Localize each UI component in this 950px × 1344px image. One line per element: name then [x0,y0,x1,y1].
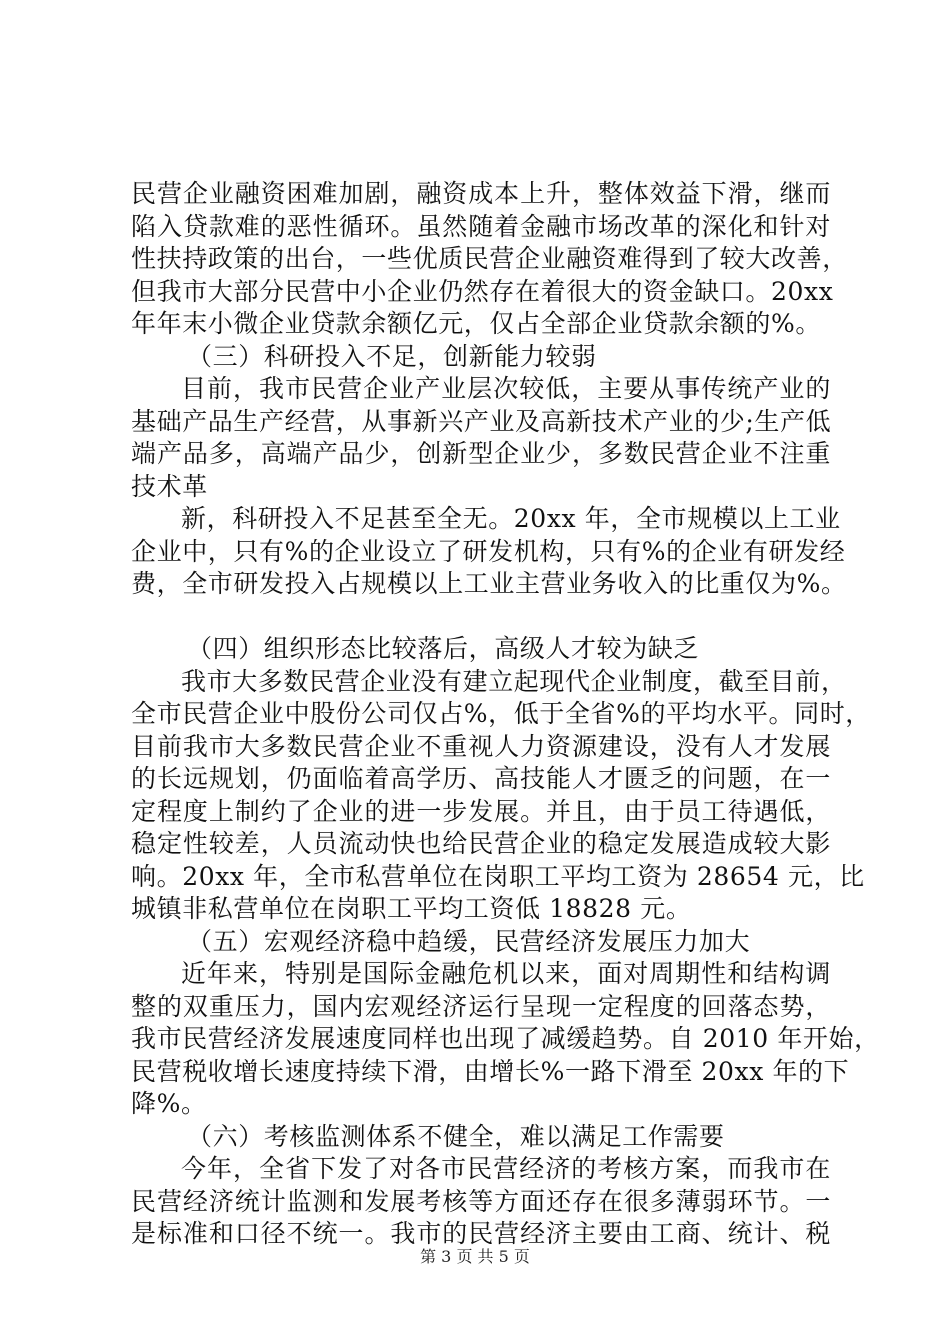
body-line: 近年来，特别是国际金融危机以来，面对周期性和结构调 [181,959,831,988]
body-line: 全市民营企业中股份公司仅占%，低于全省%的平均水平。同时， [131,699,871,728]
body-line: 新，科研投入不足甚至全无。20xx 年，全市规模以上工业 [181,504,841,533]
body-line: 目前我市大多数民营企业不重视人力资源建设，没有人才发展 [131,731,831,761]
body-line: 我市大多数民营企业没有建立起现代企业制度，截至目前， [181,666,847,696]
body-line: 性扶持政策的出台，一些优质民营企业融资难得到了较大改善， [131,244,848,273]
section-heading-6: （六）考核监测体系不健全，难以满足工作需要 [187,1121,725,1151]
body-line: 降%。 [131,1089,207,1118]
body-line: 定程度上制约了企业的进一步发展。并且，由于员工待遇低， [131,796,831,826]
body-line: 我市民营经济发展速度同样也出现了减缓趋势。自 2010 年开始， [131,1024,880,1053]
section-heading-4: （四）组织形态比较落后，高级人才较为缺乏 [187,634,700,663]
body-line: 基础产品生产经营，从事新兴产业及高新技术产业的少;生产低 [131,406,832,436]
body-line: 目前，我市民营企业产业层次较低，主要从事传统产业的 [181,374,831,403]
page-number-footer: 第 3 页 共 5 页 [420,1247,530,1266]
section-heading-3: （三）科研投入不足，创新能力较弱 [187,341,597,371]
body-line: 端产品多，高端产品少，创新型企业少，多数民营企业不注重 [131,439,831,468]
body-line: 的长远规划，仍面临着高学历、高技能人才匮乏的问题，在一 [131,764,831,793]
blank-line [131,601,831,634]
body-line: 整的双重压力，国内宏观经济运行呈现一定程度的回落态势， [131,991,831,1021]
body-line: 技术革 [131,471,208,501]
document-body [131,178,880,1251]
body-line: 但我市大部分民营中小企业仍然存在着很大的资金缺口。20xx [131,276,834,306]
body-line: 陷入贷款难的恶性循环。虽然随着金融市场改革的深化和针对 [131,211,831,241]
section-heading-5: （五）宏观经济稳中趋缓，民营经济发展压力加大 [187,926,751,956]
body-line: 是标准和口径不统一。我市的民营经济主要由工商、统计、税 [131,1219,831,1248]
body-line: 城镇非私营单位在岗职工平均工资低 18828 元。 [131,894,692,923]
body-line: 民营税收增长速度持续下滑，由增长%一路下滑至 20xx 年的下 [131,1056,850,1086]
body-line: 民营企业融资困难加剧，融资成本上升，整体效益下滑，继而 [131,179,831,208]
body-line: 企业中，只有%的企业设立了研发机构，只有%的企业有研发经 [131,536,846,566]
body-line: 响。20xx 年，全市私营单位在岗职工平均工资为 28654 元，比 [131,861,865,891]
body-line: 年年末小微企业贷款余额亿元，仅占全部企业贷款余额的%。 [131,309,821,338]
body-line: 民营经济统计监测和发展考核等方面还存在很多薄弱环节。一 [131,1186,831,1216]
body-line: 今年，全省下发了对各市民营经济的考核方案，而我市在 [181,1154,831,1183]
body-line: 稳定性较差，人员流动快也给民营企业的稳定发展造成较大影 [131,829,831,858]
body-line: 费，全市研发投入占规模以上工业主营业务收入的比重仅为%。 [131,569,847,598]
